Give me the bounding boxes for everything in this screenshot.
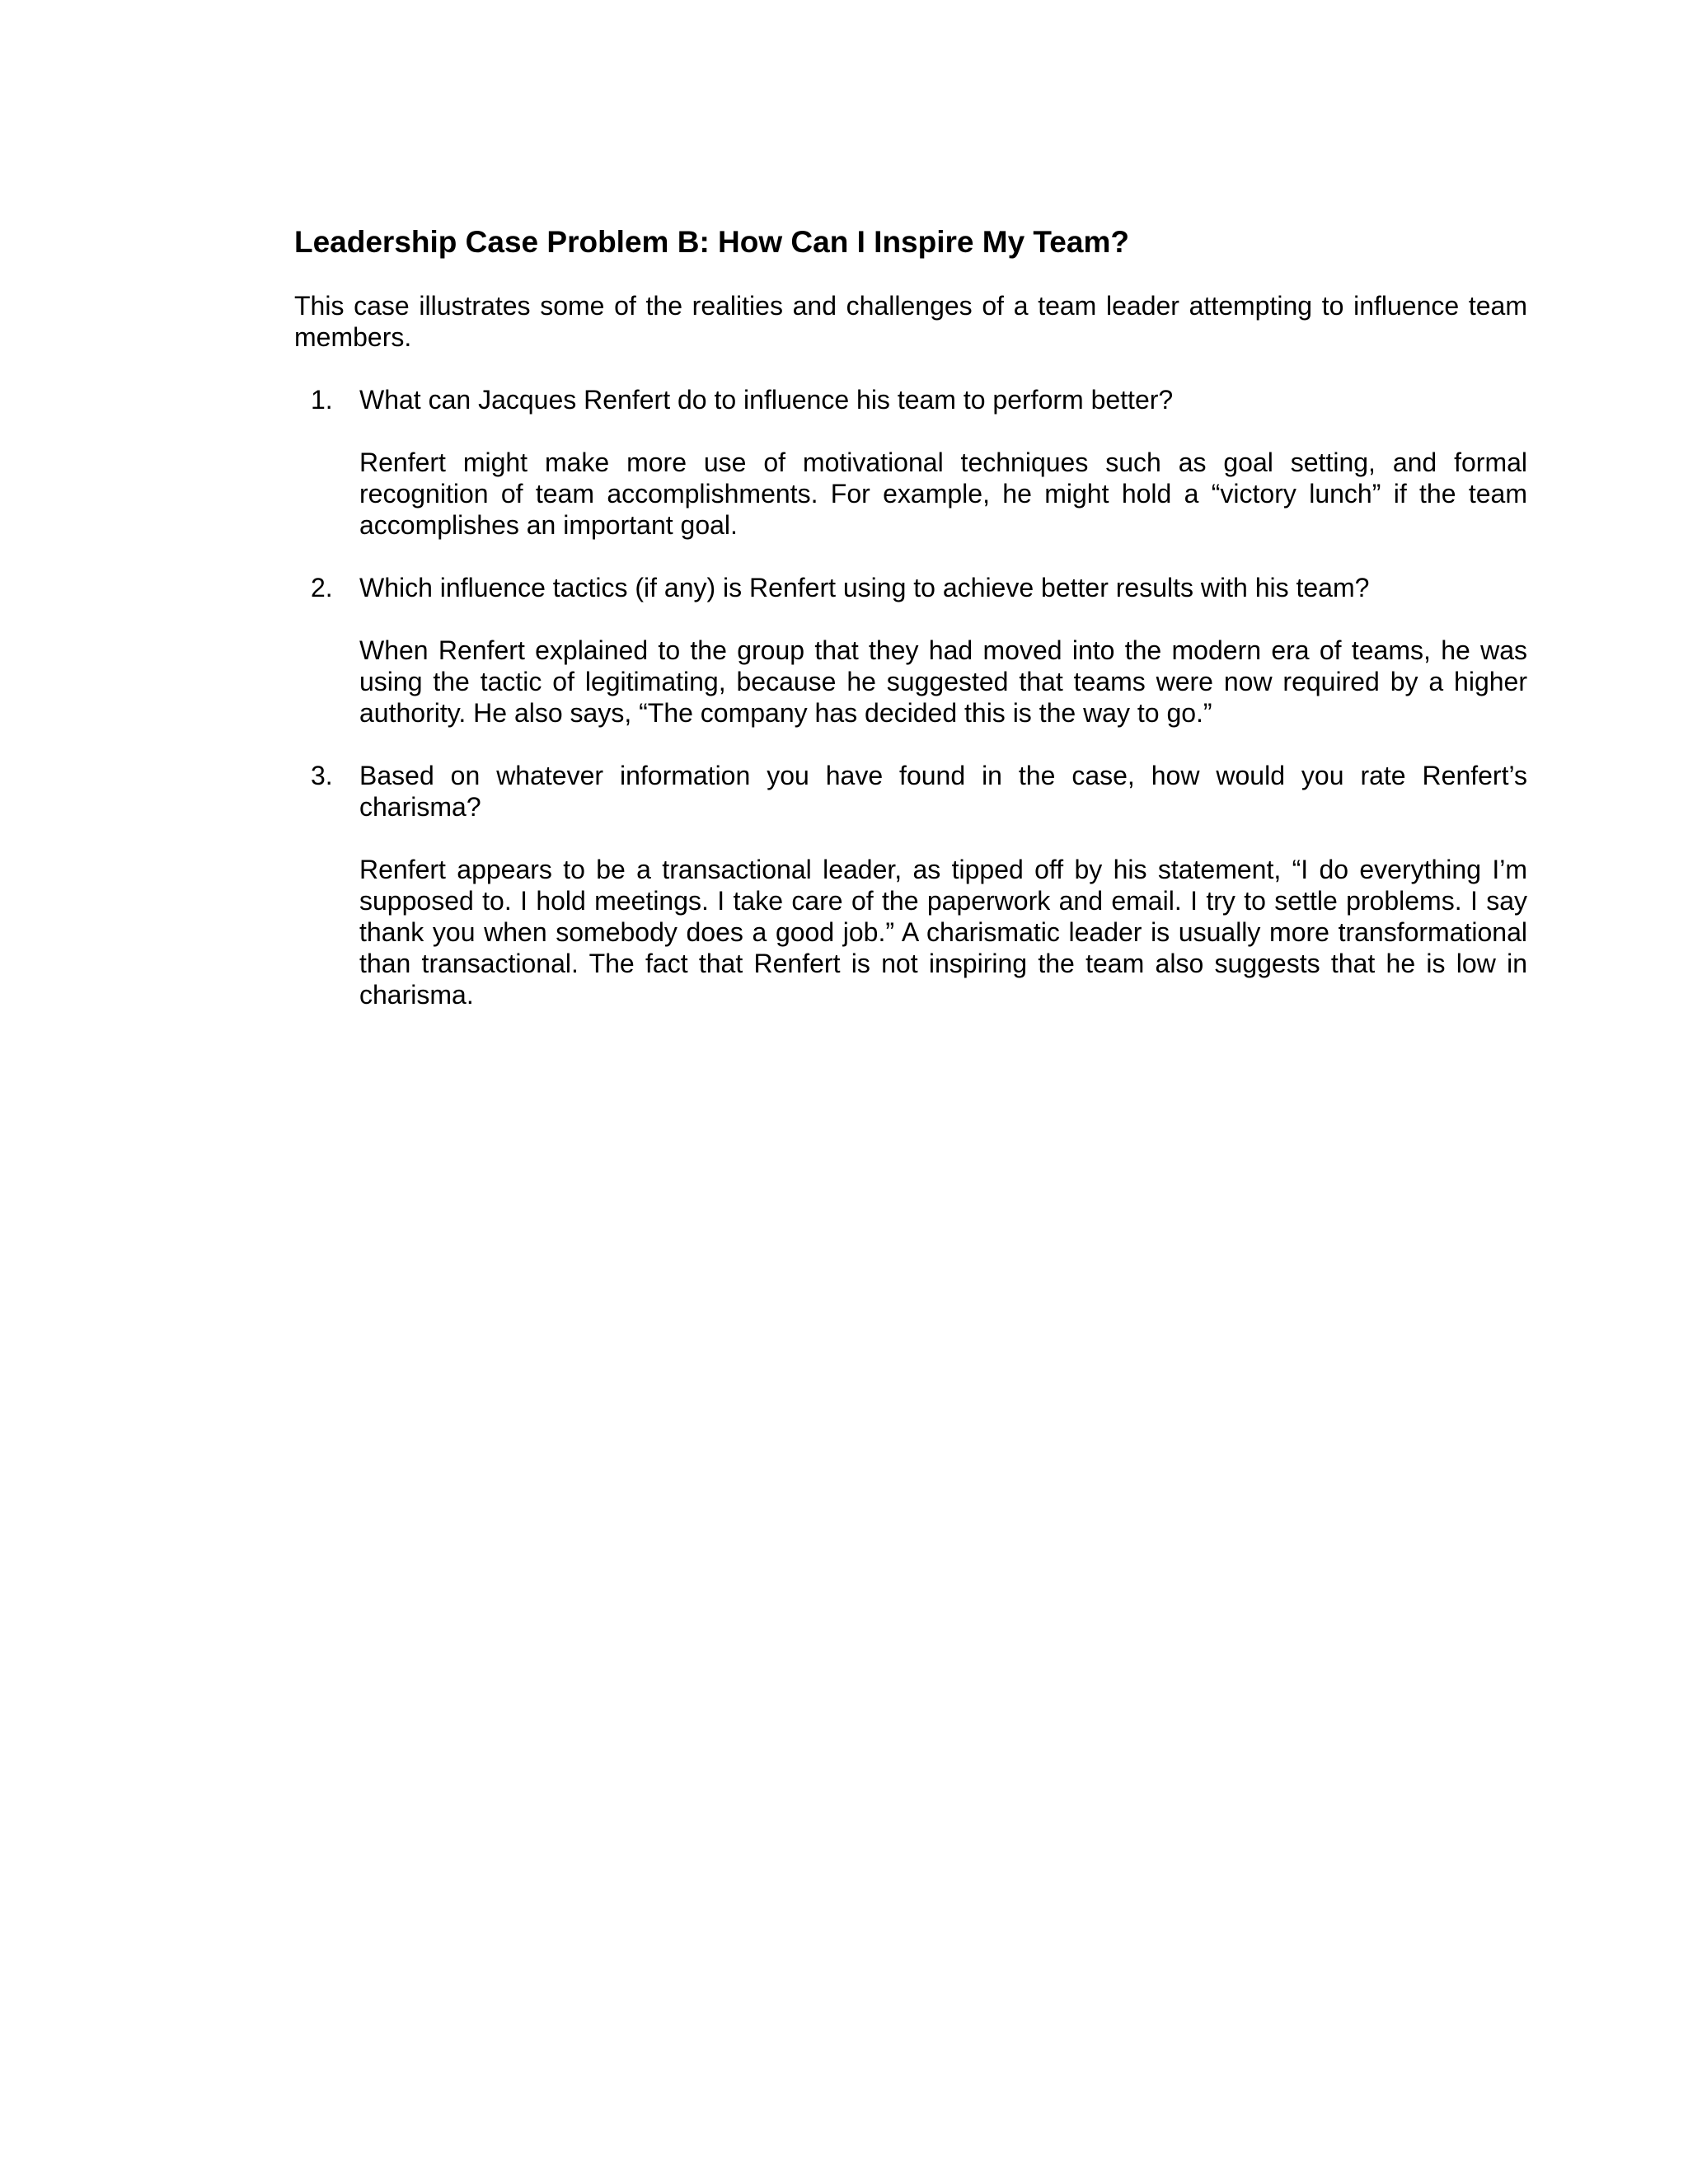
item-number: 1. — [311, 385, 333, 415]
item-number: 3. — [311, 761, 333, 790]
list-item — [294, 760, 1527, 1010]
answer-text: Renfert might make more use of motivational techniques such as goal setting, and formal recognition of team accomplishments. For example, he might hold a “victory lunch” if the team accomplishes an important goal. — [359, 448, 1527, 540]
answer-text: Renfert appears to be a transactional leader, as tipped off by his statement, “I do everything I’m supposed to. I hold meetings. I take care of the paperwork and email. I try to settle problems. I say thank you when somebody does a good job.” A charismatic leader is usually more transformational than transactional. The fact that Renfert is not inspiring the team also suggests that he is low in charisma. — [359, 855, 1527, 1010]
list-item — [294, 572, 1527, 729]
intro-paragraph: This case illustrates some of the realities and challenges of a team leader attempting to influence team members. — [294, 291, 1527, 352]
question-list — [294, 384, 1527, 1010]
question-text: Based on whatever information you have found in the case, how would you rate Renfert’s charisma? — [359, 761, 1527, 822]
answer-text: When Renfert explained to the group that they had moved into the modern era of teams, he was using the tactic of legitimating, because he suggested that teams were now required by a higher authority. He also says, “The company has decided this is the way to go.” — [359, 635, 1527, 728]
question-text: Which influence tactics (if any) is Renfert using to achieve better results with his team? — [359, 573, 1370, 602]
question-text: What can Jacques Renfert do to influence his team to perform better? — [359, 385, 1174, 415]
item-number: 2. — [311, 573, 333, 602]
document-title: Leadership Case Problem B: How Can I Inspire My Team? — [294, 225, 1129, 259]
list-item — [294, 384, 1527, 541]
document-page — [294, 224, 1527, 1042]
